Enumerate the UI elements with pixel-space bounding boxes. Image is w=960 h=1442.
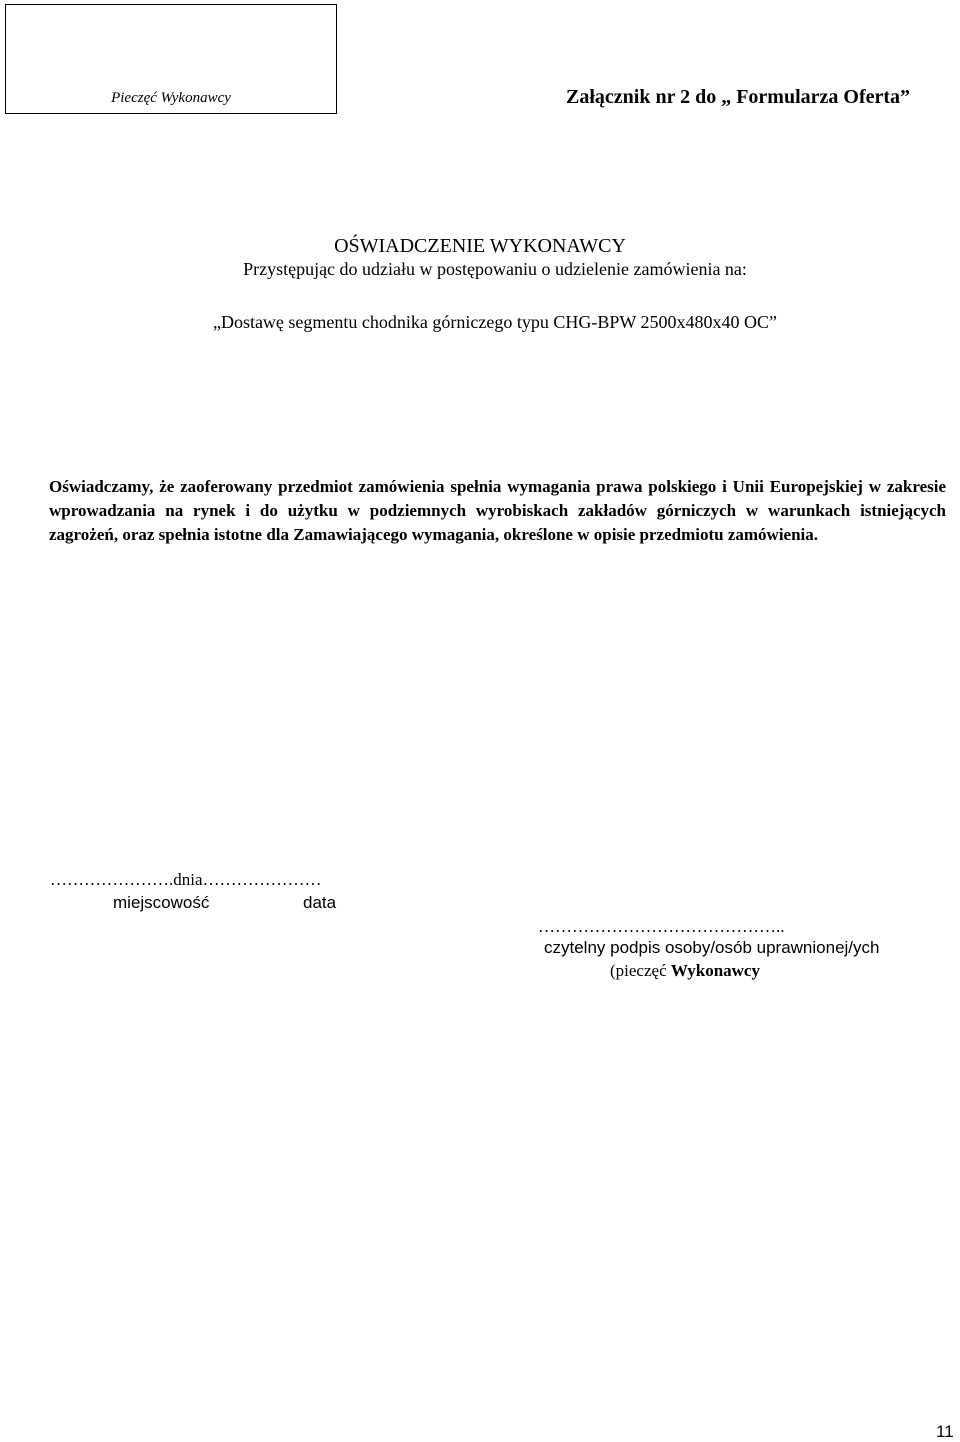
stamp-note-contractor: Wykonawcy <box>670 961 760 980</box>
annex-title: Załącznik nr 2 do „ Formularza Oferta” <box>566 86 911 108</box>
date-label: data <box>303 893 337 912</box>
contractor-stamp-note <box>610 960 760 982</box>
declaration-title: OŚWIADCZENIE WYKONAWCY <box>334 235 626 257</box>
place-date-line: ………………….dnia………………… <box>50 870 322 889</box>
procurement-subject: „Dostawę segmentu chodnika górniczego typu CHG-BPW 2500x480x40 OC” <box>212 312 778 332</box>
stamp-note-prefix: (pieczęć <box>610 961 671 980</box>
contractor-stamp-box <box>5 4 337 114</box>
declaration-intro: Przystępując do udziału w postępowaniu o udzielenie zamówienia na: <box>243 259 747 279</box>
contractor-stamp-label: Pieczęć Wykonawcy <box>111 90 231 106</box>
place-label: miejscowość <box>113 893 210 912</box>
signature-line: …………………………………….. <box>538 917 785 936</box>
page-number: 11 <box>936 1422 954 1441</box>
signature-label: czytelny podpis osoby/osób uprawnionej/ych <box>544 938 880 957</box>
declaration-statement: Oświadczamy, że zaoferowany przedmiot zamówienia spełnia wymagania prawa polskiego i Unii Europejskiej w zakresie wprowadzania na rynek i do użytku w podziemnych wyrobiskach zakładów górniczych w warunkach istniejących zagrożeń, oraz spełnia istotne dla Zamawiającego wymagania, określone w opisie przedmiotu zamówienia. <box>49 477 946 544</box>
